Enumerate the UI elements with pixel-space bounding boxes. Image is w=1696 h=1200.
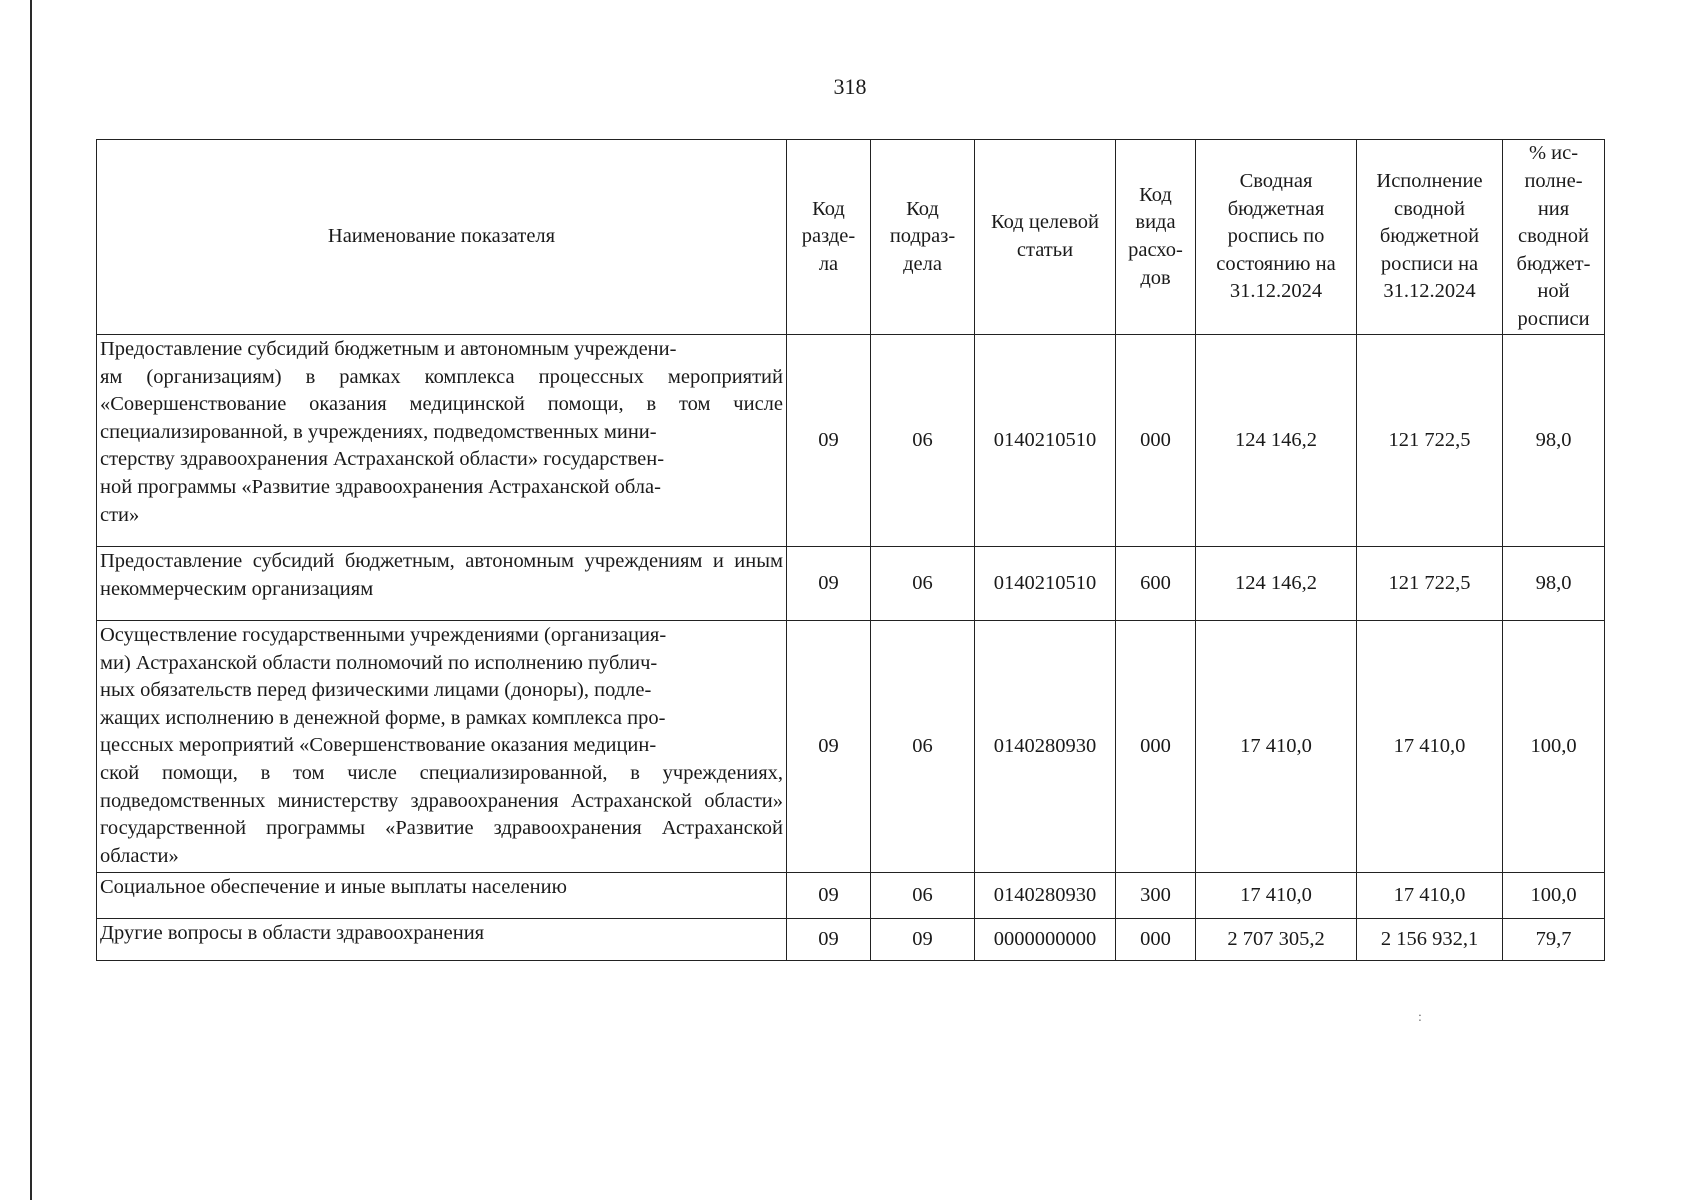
row-section-code: 09: [787, 873, 871, 919]
header-expense-type-code: Код вида расхо- дов: [1116, 140, 1196, 335]
row-expense-type-code: 000: [1116, 621, 1196, 873]
row-subsection-code: 06: [871, 873, 975, 919]
header-budget-plan: Сводная бюджетная роспись по состоянию на 31.12.2024: [1196, 140, 1357, 335]
row-target-code: 0140210510: [975, 335, 1116, 547]
row-budget-plan: 17 410,0: [1196, 873, 1357, 919]
budget-execution-table: [96, 139, 1605, 961]
page-number: 318: [833, 74, 867, 99]
row-execution-percent: 98,0: [1503, 335, 1605, 547]
row-section-code: 09: [787, 621, 871, 873]
header-target-code: Код целевой статьи: [975, 140, 1116, 335]
row-target-code: 0140210510: [975, 547, 1116, 621]
row-budget-plan: 2 707 305,2: [1196, 919, 1357, 961]
row-target-code: 0140280930: [975, 621, 1116, 873]
table-row: [97, 547, 1605, 621]
row-budget-execution: 121 722,5: [1357, 335, 1503, 547]
row-expense-type-code: 300: [1116, 873, 1196, 919]
row-section-code: 09: [787, 919, 871, 961]
row-subsection-code: 06: [871, 547, 975, 621]
row-expense-type-code: 600: [1116, 547, 1196, 621]
row-subsection-code: 09: [871, 919, 975, 961]
row-target-code: 0000000000: [975, 919, 1116, 961]
row-budget-execution: 17 410,0: [1357, 873, 1503, 919]
row-budget-plan: 124 146,2: [1196, 547, 1357, 621]
row-expense-type-code: 000: [1116, 335, 1196, 547]
row-execution-percent: 100,0: [1503, 621, 1605, 873]
header-execution-percent: % ис- полне- ния сводной бюджет- ной росписи: [1503, 140, 1605, 335]
row-name: Осуществление государственными учреждениями (организация- ми) Астраханской области полномочий по исполнению публич- ных обязательств перед физическими лицами (доноры), подле- жащих исполнению в денежной форме, в рамках комплекса про- цессных мероприятий «Совершенствование оказания медицин- ской помощи, в том числе специализированной, в учреждениях, подведомственных министерству здравоохранения Астраханской области» государственной программы «Развитие здравоохранения Астраханской области»: [97, 621, 787, 873]
header-name: Наименование показателя: [97, 140, 787, 335]
header-section-code: Код разде- ла: [787, 140, 871, 335]
row-budget-execution: 17 410,0: [1357, 621, 1503, 873]
row-name: Предоставление субсидий бюджетным и автономным учреждени- ям (организациям) в рамках комплекса процессных мероприятий «Совершенствование оказания медицинской помощи, в том числе специализированной, в учреждениях, подведомственных мини- стерству здравоохранения Астраханской области» государствен- ной программы «Развитие здравоохранения Астраханской обла- сти»: [97, 335, 787, 547]
row-section-code: 09: [787, 335, 871, 547]
row-execution-percent: 79,7: [1503, 919, 1605, 961]
row-name: Предоставление субсидий бюджетным, автономным учреждениям и иным некоммерческим организациям: [97, 547, 787, 621]
row-budget-plan: 17 410,0: [1196, 621, 1357, 873]
header-row: [97, 140, 1605, 335]
row-execution-percent: 98,0: [1503, 547, 1605, 621]
row-execution-percent: 100,0: [1503, 873, 1605, 919]
row-name: Социальное обеспечение и иные выплаты населению: [97, 873, 787, 919]
table-row: [97, 335, 1605, 547]
row-target-code: 0140280930: [975, 873, 1116, 919]
table-header: [97, 140, 1605, 335]
row-budget-execution: 2 156 932,1: [1357, 919, 1503, 961]
row-expense-type-code: 000: [1116, 919, 1196, 961]
row-section-code: 09: [787, 547, 871, 621]
row-budget-plan: 124 146,2: [1196, 335, 1357, 547]
table-body: [97, 335, 1605, 961]
table-row: [97, 621, 1605, 873]
row-budget-execution: 121 722,5: [1357, 547, 1503, 621]
table-row: [97, 873, 1605, 919]
header-subsection-code: Код подраз- дела: [871, 140, 975, 335]
row-subsection-code: 06: [871, 335, 975, 547]
header-budget-execution: Исполнение сводной бюджетной росписи на 31.12.2024: [1357, 140, 1503, 335]
scan-edge-line: [30, 0, 32, 1200]
table-row: [97, 919, 1605, 961]
row-name: Другие вопросы в области здравоохранения: [97, 919, 787, 961]
row-subsection-code: 06: [871, 621, 975, 873]
stray-mark: :: [1418, 1010, 1422, 1025]
